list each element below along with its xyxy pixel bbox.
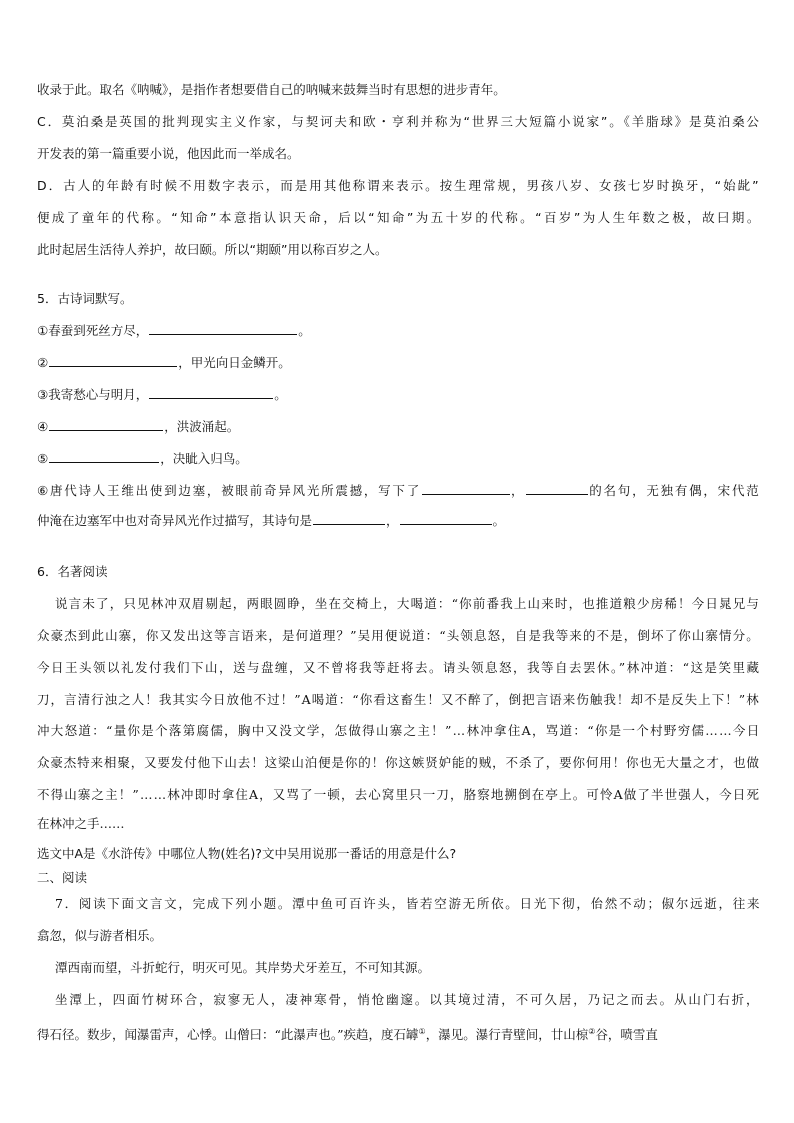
q6-passage-line: 冲大怒道：“量你是个落第腐儒，胸中又没文学，怎做得山寨之主！”…林冲拿住A，骂道：“你是一个村野穷儒……今日 [37, 723, 761, 738]
q5-item-4: ④ ，洪波涌起。 [37, 419, 240, 434]
q7-line-2: 翕忽，似与游者相乐。 [37, 928, 163, 943]
footnote-marker-2: ② [588, 1027, 596, 1036]
q5-item-1: ①春蚕到死丝方尽， 。 [37, 323, 311, 338]
q5-item-3: ③我寄愁心与明月， 。 [37, 387, 287, 402]
footnote-marker-1: ① [418, 1027, 426, 1036]
q5-blank-1[interactable] [149, 322, 297, 335]
q5-blank-3[interactable] [149, 386, 273, 399]
q5-item-6-line-1: ⑥唐代诗人王维出使到边塞，被眼前奇异风光所震撼，写下了 ， 的名句，无独有偶，宋代范 [37, 483, 761, 498]
q5-blank-6d[interactable] [400, 512, 492, 525]
q7-line-4: 坐潭上，四面竹树环合，寂寥无人，凄神寒骨，悄怆幽邃。以其境过清，不可久居，乃记之而去。从山门右折， [55, 992, 761, 1007]
q6-question: 选文中A是《水浒传》中哪位人物(姓名)?文中吴用说那一番话的用意是什么? [37, 846, 457, 861]
q6-passage-line: 今日王头领以礼发付我们下山，送与盘缠，又不曾将我等赶将去。请头领息怒，我等自去罢休。”林冲道：“这是笑里藏 [37, 660, 761, 675]
q6-passage-line: 在林冲之手…… [37, 816, 125, 831]
q5-blank-6b[interactable] [526, 482, 588, 495]
option-d-line-2: 便成了童年的代称。“知命”本意指认识天命，后以“知命”为五十岁的代称。“百岁”为人生年数之极，故曰期。 [37, 210, 762, 225]
q7-line-3: 潭西南而望，斗折蛇行，明灭可见。其岸势犬牙差互，不可知其源。 [55, 960, 431, 975]
q5-blank-4[interactable] [49, 418, 163, 431]
q6-passage-line: 众豪杰特来相聚，又要发付他下山去！这梁山泊便是你的！你这嫉贤妒能的贼，不杀了，要你何用！你也无大量之才，也做 [37, 755, 760, 770]
option-b-tail: 收录于此。取名《呐喊》，是指作者想要借自己的呐喊来鼓舞当时有思想的进步青年。 [37, 82, 506, 97]
q7-line-1: 7．阅读下面文言文，完成下列小题。潭中鱼可百许头，皆若空游无所依。日光下彻，佁然不动；俶尔远逝，往来 [55, 896, 762, 911]
q5-blank-5[interactable] [49, 450, 159, 463]
q5-item-2: ② ，甲光向日金鳞开。 [37, 355, 291, 370]
q6-title: 6．名著阅读 [37, 564, 108, 579]
q5-title: 5．古诗词默写。 [37, 291, 133, 306]
section-2-title: 二、阅读 [37, 870, 88, 885]
q6-passage-line: 刀，言清行浊之人！我其实今日放他不过！”A喝道：“你看这畜生！又不醉了，倒把言语来伤触我！却不是反失上下！”林 [37, 692, 760, 707]
q6-passage-line: 说言未了，只见林冲双眉剔起，两眼圆睁，坐在交椅上，大喝道：“你前番我上山来时，也推道粮少房稀！今日晁兄与 [55, 596, 761, 611]
q6-passage-line: 众豪杰到此山寨，你又发出这等言语来，是何道理？”吴用便说道：“头领息怒，自是我等来的不是，倒坏了你山寨情分。 [37, 628, 760, 643]
option-c-line-2: 开发表的第一篇重要小说，他因此而一举成名。 [37, 146, 300, 161]
q5-blank-6a[interactable] [422, 482, 510, 495]
option-c-line-1: C．莫泊桑是英国的批判现实主义作家，与契诃夫和欧・亨利并称为“世界三大短篇小说家”。《羊脂球》是莫泊桑公 [37, 114, 761, 129]
q5-blank-2[interactable] [49, 354, 177, 367]
q6-passage-line: 不得山寨之主！”……林冲即时拿住A，又骂了一顿，去心窝里只一刀，胳察地搠倒在亭上。可怜A做了半世强人，今日死 [37, 787, 761, 802]
q7-line-5: 得石径。数步，闻瀑雷声，心悸。山僧曰：“此瀑声也。”疾趋，度石罅①，瀑见。瀑行青壁间，廿山椋②谷，喷雪直 [37, 1027, 658, 1043]
q5-item-6-line-2: 仲淹在边塞军中也对奇异风光作过描写，其诗句是 ， 。 [37, 513, 506, 528]
option-d-line-1: D．古人的年龄有时候不用数字表示，而是用其他称谓来表示。按生理常规，男孩八岁、女孩七岁时换牙，“始龀” [37, 178, 761, 193]
q5-item-5: ⑤ ，决眦入归鸟。 [37, 451, 248, 466]
q5-blank-6c[interactable] [313, 512, 385, 525]
option-d-line-3: 此时起居生活待人养护，故曰颐。所以“期颐”用以称百岁之人。 [37, 242, 388, 257]
